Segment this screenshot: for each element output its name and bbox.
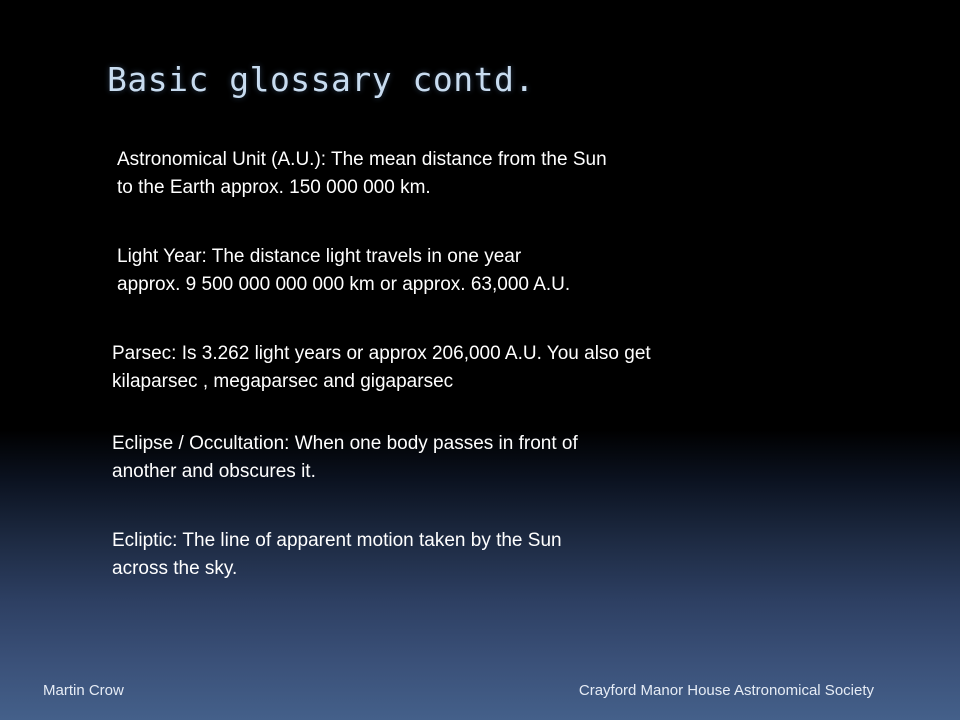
slide-title: Basic glossary contd. <box>107 60 535 99</box>
glossary-entry-astronomical-unit: Astronomical Unit (A.U.): The mean distance from the Sun to the Earth approx. 150 000 000 km. <box>117 149 607 198</box>
footer-organization: Crayford Manor House Astronomical Society <box>578 682 874 699</box>
glossary-entry-eclipse-occultation: Eclipse / Occultation: When one body passes in front of another and obscures it. <box>112 433 578 482</box>
glossary-entry-light-year: Light Year: The distance light travels in one year approx. 9 500 000 000 000 km or approx. 63,000 A.U. <box>117 246 571 295</box>
glossary-entry-ecliptic: Ecliptic: The line of apparent motion taken by the Sun across the sky. <box>112 530 562 579</box>
footer-author: Martin Crow <box>43 682 124 699</box>
glossary-entry-parsec: Parsec: Is 3.262 light years or approx 206,000 A.U. You also get kilaparsec , megaparsec and gigaparsec <box>112 343 651 392</box>
